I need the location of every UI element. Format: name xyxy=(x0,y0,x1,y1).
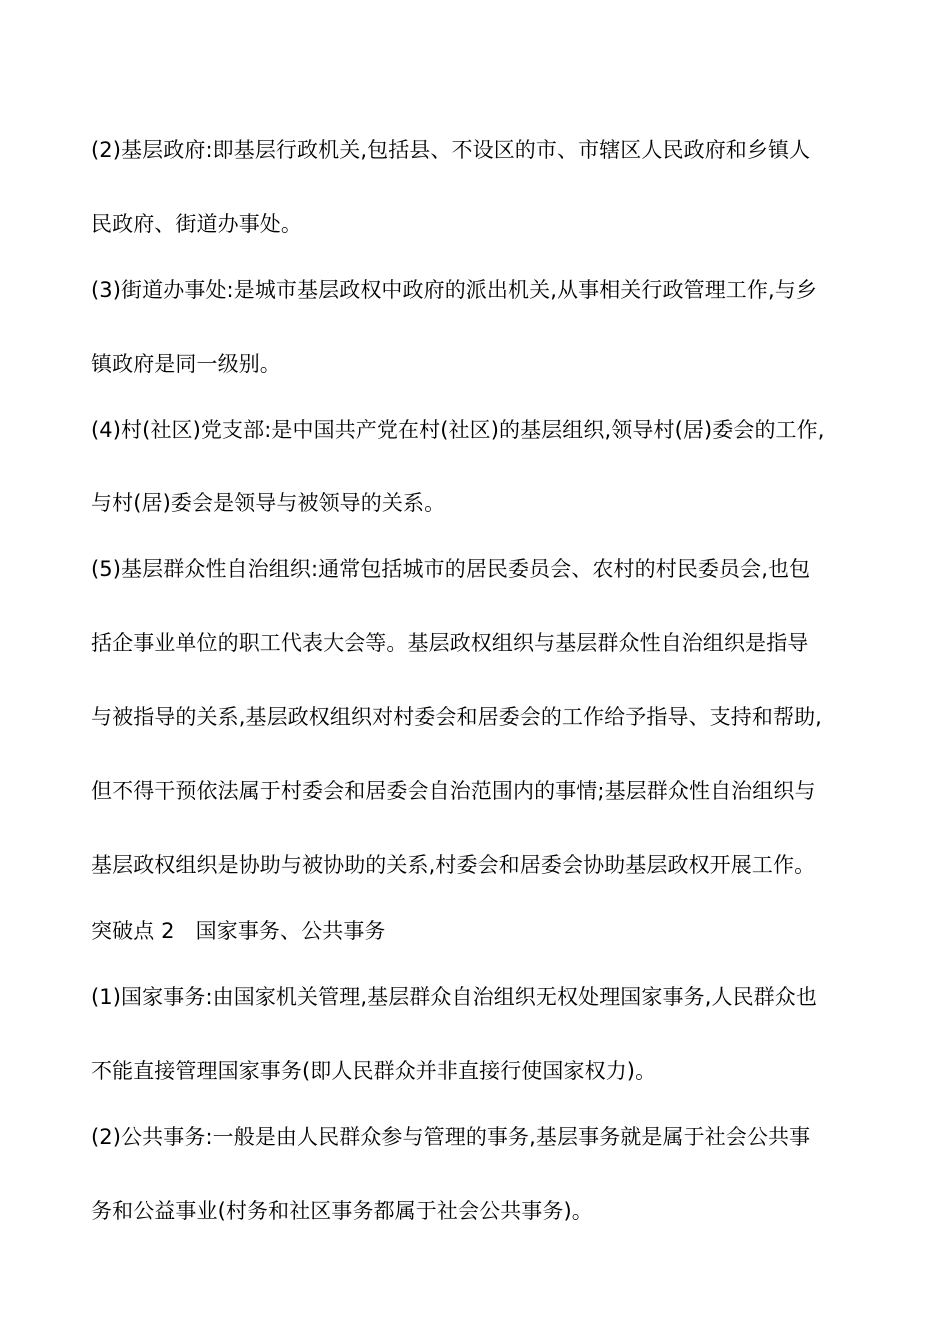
paragraph-line: 与被指导的关系,基层政权组织对村委会和居委会的工作给予指导、支持和帮助, xyxy=(91,705,822,729)
paragraph-line: (1)国家事务:由国家机关管理,基层群众自治组织无权处理国家事务,人民群众也 xyxy=(91,985,817,1009)
section-heading: 突破点 2 国家事务、公共事务 xyxy=(91,919,386,943)
paragraph-line: 镇政府是同一级别。 xyxy=(91,352,281,376)
paragraph-line: 但不得干预依法属于村委会和居委会自治范围内的事情;基层群众性自治组织与 xyxy=(91,779,816,803)
paragraph-line: 务和公益事业(村务和社区事务都属于社会公共事务)。 xyxy=(91,1199,593,1223)
paragraph-line: (4)村(社区)党支部:是中国共产党在村(社区)的基层组织,领导村(居)委会的工作, xyxy=(91,418,825,442)
paragraph-line: 不能直接管理国家事务(即人民群众并非直接行使国家权力)。 xyxy=(91,1059,657,1083)
paragraph-line: 与村(居)委会是领导与被领导的关系。 xyxy=(91,491,446,515)
paragraph-line: 民政府、街道办事处。 xyxy=(91,212,302,236)
paragraph-line: 括企事业单位的职工代表大会等。基层政权组织与基层群众性自治组织是指导 xyxy=(91,631,809,655)
paragraph-line: (2)公共事务:一般是由人民群众参与管理的事务,基层事务就是属于社会公共事 xyxy=(91,1125,811,1149)
paragraph-line: (2)基层政府:即基层行政机关,包括县、不设区的市、市辖区人民政府和乡镇人 xyxy=(91,138,811,162)
paragraph-line: (3)街道办事处:是城市基层政权中政府的派出机关,从事相关行政管理工作,与乡 xyxy=(91,278,817,302)
paragraph-line: (5)基层群众性自治组织:通常包括城市的居民委员会、农村的村民委员会,也包 xyxy=(91,557,811,581)
paragraph-line: 基层政权组织是协助与被协助的关系,村委会和居委会协助基层政权开展工作。 xyxy=(91,853,816,877)
